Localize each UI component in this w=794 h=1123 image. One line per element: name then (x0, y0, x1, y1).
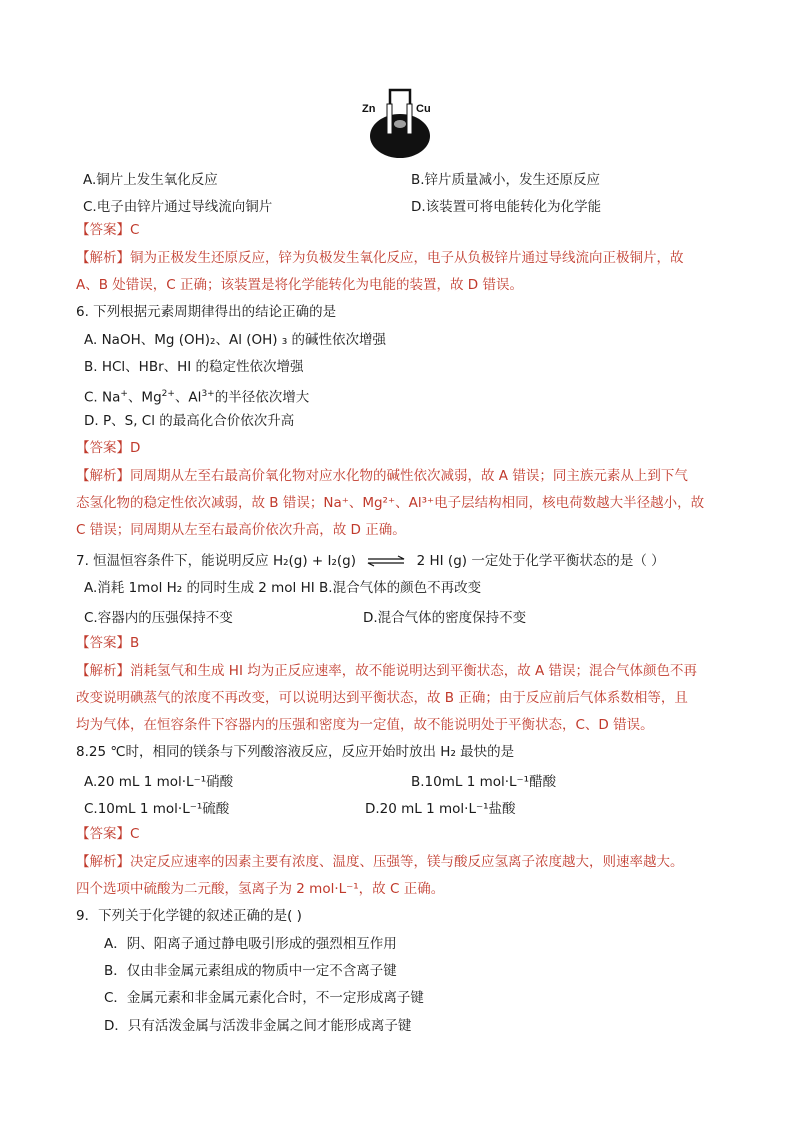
equilibrium-arrow-icon (366, 555, 406, 567)
q9-option-b: B．仅由非金属元素组成的物质中一定不含离子键 (104, 963, 397, 979)
q6-analysis-line-2: 态氢化物的稳定性依次减弱，故 B 错误；Na⁺、Mg²⁺、Al³⁺电子层结构相同，核电荷数越大半径越小，故 (76, 495, 705, 511)
galvanic-cell-figure (354, 82, 440, 160)
zn-electrode (387, 104, 392, 134)
q5-analysis-line-1: 【解析】铜为正极发生还原反应，锌为负极发生氧化反应，电子从负极锌片通过导线流向正极铜片，故 (76, 250, 684, 266)
q7-analysis-line-2: 改变说明碘蒸气的浓度不再改变，可以说明达到平衡状态，故 B 正确；由于反应前后气体系数相等，且 (76, 690, 688, 706)
q9-stem: 9．下列关于化学键的叙述正确的是( ) (76, 908, 302, 924)
q6-option-d: D. P、S, Cl 的最高化合价依次升高 (84, 413, 295, 429)
q8-option-a: A.20 mL 1 mol·L⁻¹硝酸 (84, 774, 234, 790)
q7-analysis-line-1: 【解析】消耗氢气和生成 HI 均为正反应速率，故不能说明达到平衡状态，故 A 错误；混合气体颜色不再 (76, 663, 698, 679)
q6-stem: 6. 下列根据元素周期律得出的结论正确的是 (76, 304, 337, 320)
q5-option-c: C.电子由锌片通过导线流向铜片 (83, 199, 273, 215)
q5-answer: 【答案】C (76, 222, 140, 238)
q7-analysis-line-3: 均为气体，在恒容条件下容器内的压强和密度为一定值，故不能说明处于平衡状态，C、D 错误。 (76, 717, 654, 733)
q8-stem: 8.25 ℃时，相同的镁条与下列酸溶液反应，反应开始时放出 H₂ 最快的是 (76, 744, 515, 760)
q7-option-c: C.容器内的压强保持不变 (84, 610, 233, 626)
q6-option-a: A. NaOH、Mg (OH)₂、Al (OH) ₃ 的碱性依次增强 (84, 332, 387, 348)
q8-analysis-line-2: 四个选项中硫酸为二元酸，氢离子为 2 mol·L⁻¹，故 C 正确。 (76, 881, 445, 897)
q7-options-ab: A.消耗 1mol H₂ 的同时生成 2 mol HI B.混合气体的颜色不再改变 (84, 580, 482, 596)
q9-option-a: A．阴、阳离子通过静电吸引形成的强烈相互作用 (104, 936, 397, 952)
q7-stem: 7. 恒温恒容条件下，能说明反应 H₂(g) + I₂(g) 2 HI (g) 一定处于化学平衡状态的是（ ） (76, 553, 665, 569)
q5-analysis-line-2: A、B 处错误，C 正确；该装置是将化学能转化为电能的装置，故 D 错误。 (76, 277, 523, 293)
q5-option-a: A.铜片上发生氧化反应 (83, 172, 218, 188)
q8-option-b: B.10mL 1 mol·L⁻¹醋酸 (411, 774, 557, 790)
q7-option-d: D.混合气体的密度保持不变 (363, 610, 527, 626)
cu-electrode (407, 104, 412, 134)
q9-option-c: C．金属元素和非金属元素化合时，不一定形成离子键 (104, 990, 424, 1006)
zn-label: Zn (362, 103, 376, 115)
q8-option-c: C.10mL 1 mol·L⁻¹硫酸 (84, 801, 230, 817)
solution-mark (394, 120, 406, 128)
cu-label: Cu (416, 103, 431, 115)
q7-answer: 【答案】B (76, 635, 140, 651)
q8-analysis-line-1: 【解析】决定反应速率的因素主要有浓度、温度、压强等，镁与酸反应氢离子浓度越大，则速率越大。 (76, 854, 684, 870)
q6-answer: 【答案】D (76, 440, 141, 456)
q6-option-c: C. Na+、$Mg^{2+}$、$Al^{3+}$的半径依次增大 (84, 389, 310, 406)
galvanic-cell-drawing (354, 82, 440, 160)
q8-option-d: D.20 mL 1 mol·L⁻¹盐酸 (365, 801, 516, 817)
q6-analysis-line-3: C 错误；同周期从左至右最高价依次升高，故 D 正确。 (76, 522, 406, 538)
q9-option-d: D．只有活泼金属与活泼非金属之间才能形成离子键 (104, 1018, 412, 1034)
q6-option-b: B. HCl、HBr、HI 的稳定性依次增强 (84, 359, 304, 375)
q5-option-b: B.锌片质量减小，发生还原反应 (411, 172, 601, 188)
q6-analysis-line-1: 【解析】同周期从左至右最高价氧化物对应水化物的碱性依次减弱，故 A 错误；同主族元素从上到下气 (76, 468, 688, 484)
q5-option-d: D.该装置可将电能转化为化学能 (411, 199, 602, 215)
q8-answer: 【答案】C (76, 826, 140, 842)
